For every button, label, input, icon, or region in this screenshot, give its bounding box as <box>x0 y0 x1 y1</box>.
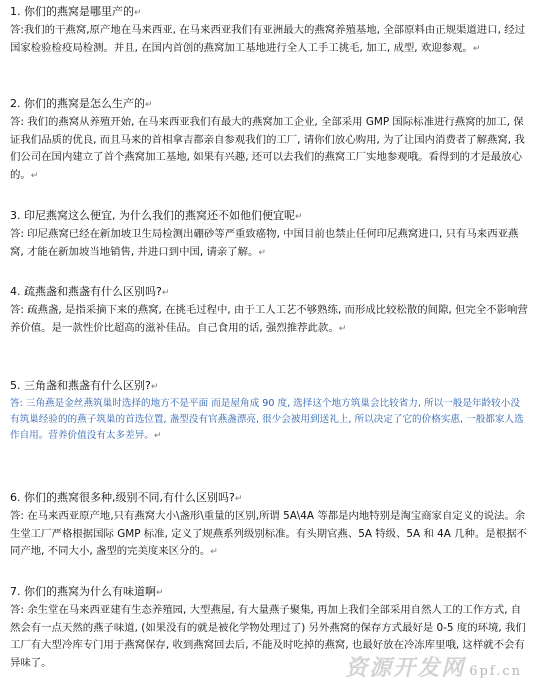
question-7: 7. 你们的燕窝为什么有味道啊↵ <box>10 585 164 598</box>
answer-1: 答:我们的干燕窝,原产地在马来西亚, 在马来西亚我们有亚洲最大的燕窝养殖基地, 全部原料由正规渠道进口, 经过国家检验检疫局检测。并且, 在国内首创的燕窝加工基地进行全人工手工挑毛, 加工, 成型, 欢迎参观。↵ <box>10 24 525 54</box>
faq-item-3 <box>10 208 528 262</box>
question-6: 6. 你们的燕窝很多种,级别不同,有什么区别吗?↵ <box>10 491 243 504</box>
question-4: 4. 疏燕盏和燕盏有什么区别吗?↵ <box>10 285 170 298</box>
watermark-text: 资源开发网 <box>345 655 466 681</box>
question-2: 2. 你们的燕窝是怎么生产的↵ <box>10 97 153 110</box>
faq-item-5 <box>10 378 528 444</box>
watermark-url: 6pf.cn <box>469 664 522 679</box>
answer-5: 答: 三角燕是金丝燕筑巢时选择的地方不是平面 而是屋角成 90 度, 选择这个地方筑巢会比较省力, 所以一般是年龄较小没有筑巢经验的的燕子筑巢的首选位置, 盏型没有官燕盏漂亮, 很少会被用到送礼上, 所以决定了它的价格实惠, 一般都家人选作自用。营养价值没有太多差异。↵ <box>10 398 524 441</box>
faq-item-2 <box>10 96 528 185</box>
watermark <box>345 651 522 682</box>
answer-3: 答: 印尼燕窝已经在新加坡卫生局检测出硼砂等严重致癌物, 中国目前也禁止任何印尼燕窝进口, 只有马来西亚燕窝, 才能在新加坡当地销售, 并进口到中国, 请亲了解。↵ <box>10 228 519 258</box>
faq-item-6 <box>10 490 528 562</box>
answer-6: 答: 在马来西亚原产地,只有燕窝大小\盏形\重量的区别,所谓 5A\4A 等都是内地特别是淘宝商家自定义的说法。余生堂工厂严格根据国际 GMP 标准, 定义了规燕系列级别标准。有头期官燕、5A 特级、5A 和 4A 几种。是根据不同产地, 不同大小, 盏型的完美度来区分的。↵ <box>10 510 527 557</box>
answer-7: 答: 余生堂在马来西亚建有生态养殖园, 大型燕屋, 有大量燕子聚集, 再加上我们全部采用自然人工的工作方式, 自然会有一点天然的燕子味道, (如果没有的就是被化学物处理过了) 另外燕窝的保存方式最好是 0-5 度的环境, 我们工厂有大型冷库专门用于燕窝保存, 收到燕窝回去后, 不能及时吃掉的燕窝, 也最好放在冷冻库里哦, 这样就不会有异味了。 <box>10 604 526 669</box>
answer-4: 答: 疏燕盏, 是指采摘下来的燕窝, 在挑毛过程中, 由于工人工艺不够熟练, 而形成比较松散的间隙, 但完全不影响营养价值。是一款性价比超高的滋补佳品。自己食用的话, 强烈推荐此款。↵ <box>10 304 528 334</box>
question-1: 1. 你们的燕窝是哪里产的↵ <box>10 5 142 18</box>
question-5: 5. 三角盏和燕盏有什么区别?↵ <box>10 379 159 392</box>
faq-item-4 <box>10 284 528 338</box>
faq-item-1 <box>10 4 528 58</box>
answer-2: 答: 我们的燕窝从养殖开始, 在马来西亚我们有最大的燕窝加工企业, 全部采用 GMP 国际标准进行燕窝的加工, 保证我们品质的优良, 而且马来的首相拿吉都亲自参观我们的工厂, 请你们放心购用, 为了让国内消费者了解燕窝, 我们公司在国内建立了首个燕窝加工基地, 如果有兴趣, 还可以去我们的燕窝工厂实地参观哦。看得到的才是最放心的。↵ <box>10 116 525 181</box>
question-3: 3. 印尼燕窝这么便宜, 为什么我们的燕窝还不如他们便宜呢↵ <box>10 209 303 222</box>
